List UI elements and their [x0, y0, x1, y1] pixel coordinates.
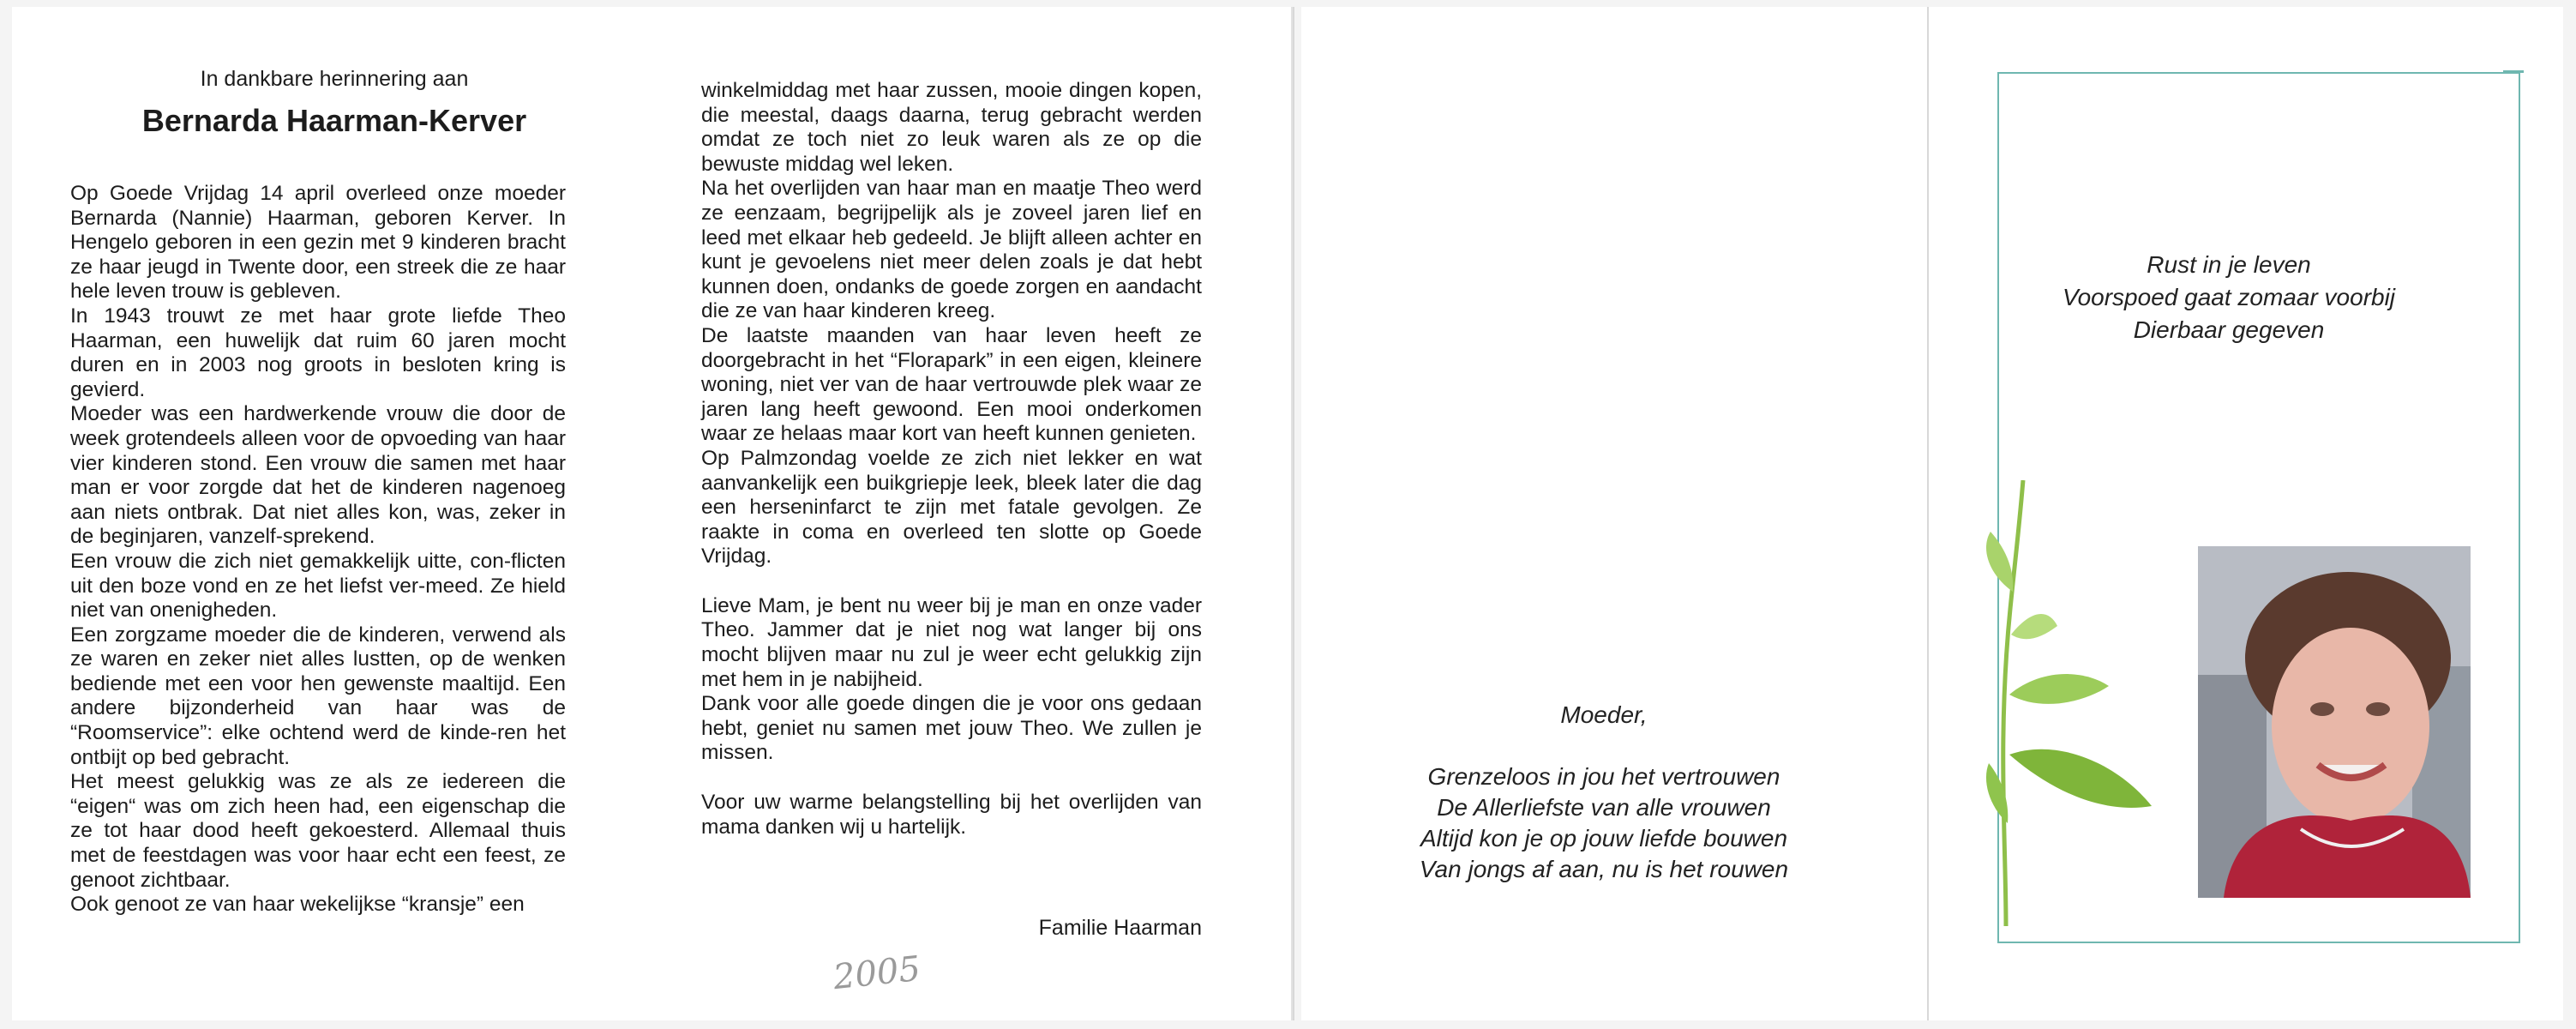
- heading-remembrance: In dankbare herinnering aan: [200, 67, 469, 91]
- paragraph: In 1943 trouwt ze met haar grote liefde Theo Haarman, een huwelijk dat ruim 60 jaren mocht duren en in 2003 nog groots in besloten kring is gevierd.: [70, 304, 566, 401]
- paragraph: Na het overlijden van haar man en maatje Theo werd ze eenzaam, begrijpelijk als je zoveel jaren lief en leed met elkaar heb gedeeld. Je blijft alleen achter en kunt je gevoelens niet meer delen zoals je dat hebt kunnen doen, ondanks de goede zorgen en aandacht die ze van haar kinderen kreeg.: [701, 177, 1202, 323]
- poem-line: De Allerliefste van alle vrouwen: [1437, 794, 1771, 821]
- leaf-branch-illustration: [1972, 480, 2169, 926]
- paragraph: winkelmiddag met haar zussen, mooie dingen kopen, die meestal, daags daarna, terug gebracht werden omdat ze toch niet zo leuk waren als ze op die bewuste middag wel leken.: [701, 79, 1202, 176]
- poem-line: Grenzeloos in jou het vertrouwen: [1427, 763, 1780, 790]
- heading-deceased-name: Bernarda Haarman-Kerver: [141, 103, 527, 138]
- poem-line: Van jongs af aan, nu is het rouwen: [1419, 856, 1789, 882]
- text-column-2: [701, 79, 1202, 839]
- paragraph: De laatste maanden van haar leven heeft ze doorgebracht in het “Florapark” in een eigen, kleinere woning, niet ver van de haar vertrouwde plek waar ze jaren lang heeft gewoond. Een mooi onderkomen waar ze helaas maar kort van heeft kunnen genieten.: [701, 323, 1202, 446]
- stem: [2003, 480, 2023, 926]
- paragraph: Moeder was een hardwerkende vrouw die door de week grotendeels alleen voor de opvoeding van haar vier kinderen stond. Een vrouw die samen met haar man er voor zorgde dat het de kinderen nagenoeg aan niets ontbrak. Dat niet alles kon, was, zeker in de beginjaren, vanzelf-sprekend.: [70, 402, 566, 549]
- handwritten-year: 2005: [831, 948, 922, 998]
- poem-line: Altijd kon je op jouw liefde bouwen: [1420, 825, 1788, 851]
- leaf: [2009, 749, 2152, 808]
- paragraph: Ook genoot ze van haar wekelijkse “kransje” een: [70, 893, 525, 917]
- paragraph: Dank voor alle goede dingen die je voor ons gedaan hebt, geniet nu samen met jouw Theo. We zullen je missen.: [701, 692, 1202, 765]
- right-fold-line: [1927, 7, 1929, 1020]
- poem-line: Dierbaar gegeven: [2133, 316, 2325, 343]
- portrait-photo: [2198, 546, 2471, 898]
- poem-rust: [2040, 249, 2417, 346]
- portrait-illustration: [2198, 546, 2471, 898]
- paragraph: Voor uw warme belangstelling bij het overlijden van mama danken wij u hartelijk.: [701, 791, 1202, 839]
- poem-moeder: [1402, 700, 1805, 885]
- paragraph: Het meest gelukkig was ze als ze iedereen die “eigen“ was om zich heen had, een eigenschap die ze tot haar dood heeft gekoesterd. Allemaal thuis met de feestdagen was voor haar echt een feest, ze genoot zichtbaar.: [70, 770, 566, 892]
- family-signature: Familie Haarman: [1038, 916, 1202, 940]
- leaf: [1986, 532, 2013, 592]
- text-column-1: [70, 182, 566, 918]
- leaf: [2011, 614, 2057, 639]
- paragraph: Een zorgzame moeder die de kinderen, verwend als ze waren en zeker niet alles lustten, op de wenken bediende met een voor hen gewenste maaltijd. Een andere bijzonderheid van haar was de “Roomservice”: elke ochtend werd de kinde-ren het ontbijt op bed gebracht.: [70, 623, 566, 769]
- paragraph: Lieve Mam, je bent nu weer bij je man en onze vader Theo. Jammer dat je niet nog wat langer bij ons mocht blijven maar nu zul je weer echt gelukkig zijn met hem in je nabijheid.: [701, 593, 1202, 691]
- left-fold-line: [1293, 7, 1294, 1020]
- paragraph: Op Goede Vrijdag 14 april overleed onze moeder Bernarda (Nannie) Haarman, geboren Kerver. In Hengelo geboren in een gezin met 9 kinderen bracht ze haar jeugd in Twente door, een streek die ze haar hele leven trouw is gebleven.: [70, 182, 566, 304]
- frame-flourish: [2503, 70, 2524, 73]
- poem-heading: Moeder,: [1560, 701, 1648, 728]
- paragraph: Een vrouw die zich niet gemakkelijk uitte, con-flicten uit den boze vond en ze het liefst ver-meed. Ze hield niet van onenigheden.: [70, 549, 566, 623]
- poem-line: Voorspoed gaat zomaar voorbij: [2062, 284, 2396, 310]
- paragraph: Op Palmzondag voelde ze zich niet lekker en wat aanvankelijk een buikgriepje leek, bleek later die dag een herseninfarct te zijn met fatale gevolgen. Ze raakte in coma en overleed ten slotte op Goede Vrijdag.: [701, 446, 1202, 569]
- leaf: [2009, 674, 2109, 704]
- poem-line: Rust in je leven: [2147, 251, 2311, 278]
